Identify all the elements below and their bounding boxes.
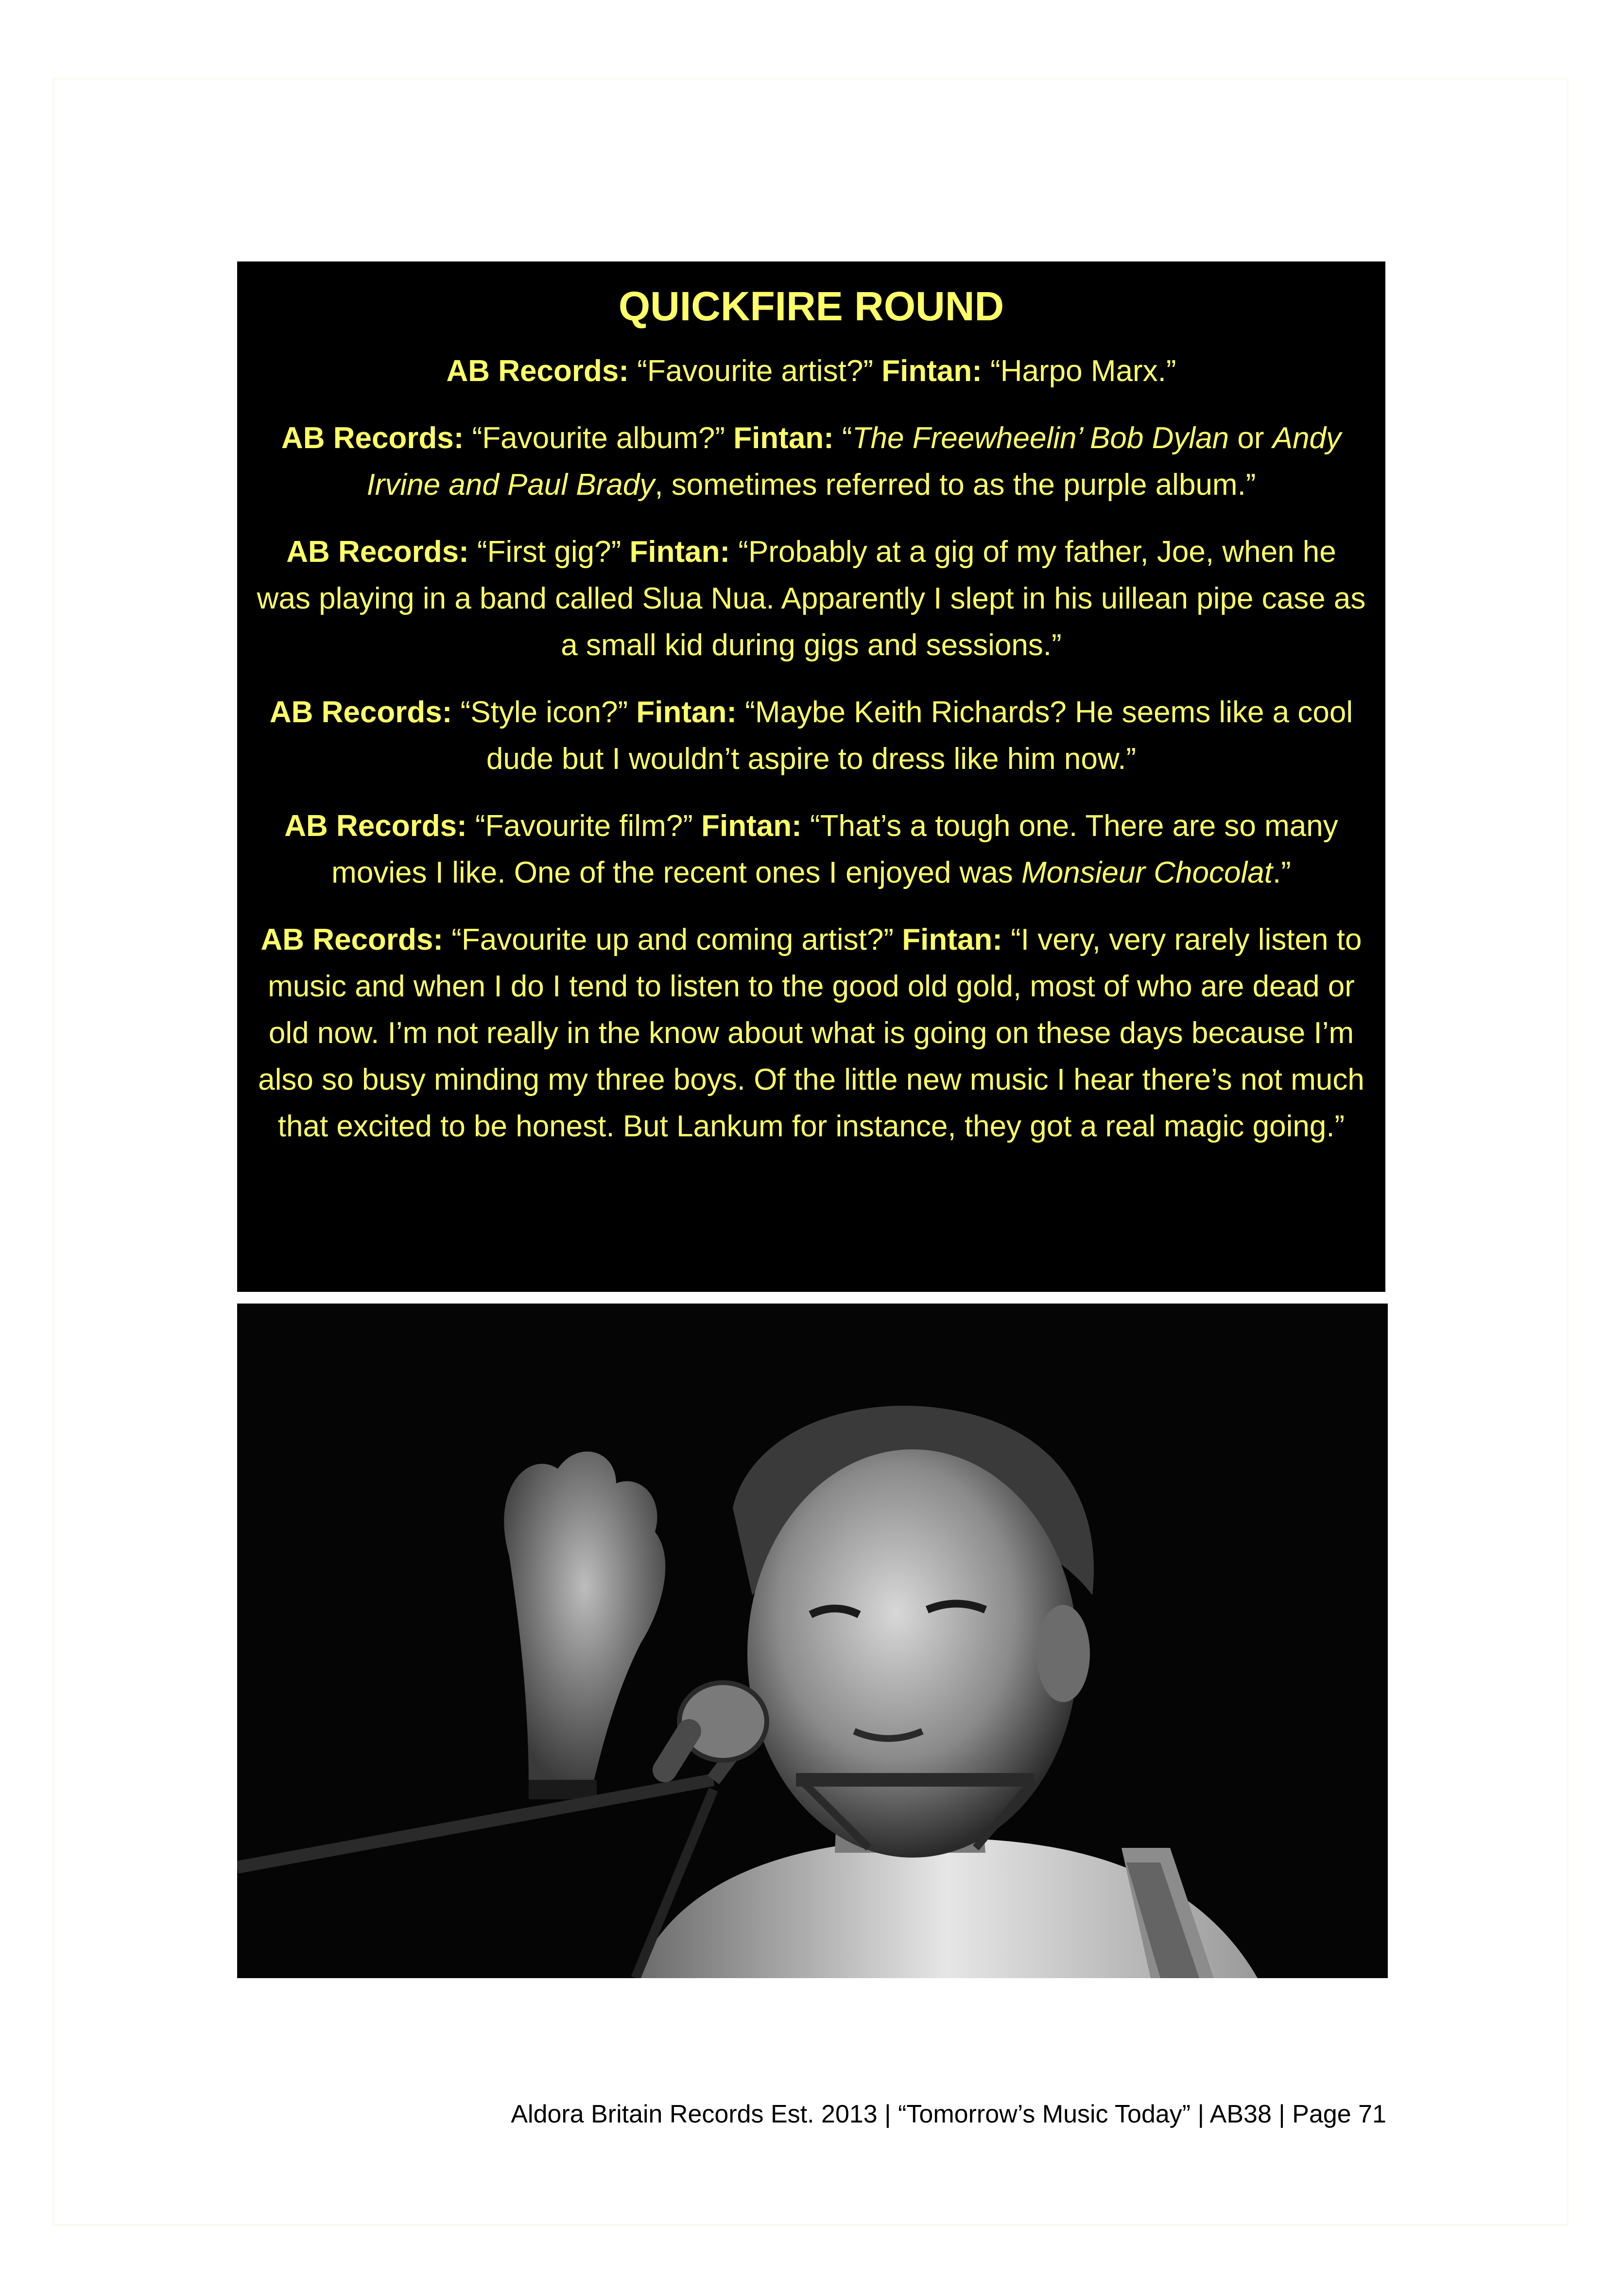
answer-text: “Harpo Marx.” <box>982 354 1176 388</box>
answer-label: Fintan: <box>733 421 834 455</box>
answer-text: .” <box>1272 856 1291 889</box>
qa-entry-artist <box>257 348 1366 395</box>
question-text: “Favourite up and coming artist?” <box>443 923 902 957</box>
answer-text: “Maybe Keith Richards? He seems like a cool dude but I wouldn’t aspire to dress like him now.” <box>486 696 1353 776</box>
answer-text: “That’s a tough one. There are so many movies I like. One of the recent ones I enjoyed was <box>331 809 1338 889</box>
question-label: AB Records: <box>286 535 469 569</box>
answer-label: Fintan: <box>701 809 802 843</box>
question-text: “Favourite artist?” <box>629 354 882 388</box>
answer-text: “ <box>833 421 852 455</box>
answer-label: Fintan: <box>629 535 730 569</box>
question-label: AB Records: <box>260 923 444 957</box>
question-text: “Favourite film?” <box>466 809 702 843</box>
page-footer: Aldora Britain Records Est. 2013 | “Tomorrow’s Music Today” | AB38 | Page 71 <box>511 2100 1386 2128</box>
question-text: “First gig?” <box>468 535 630 569</box>
answer-text: or <box>1229 421 1273 455</box>
performer-photo <box>237 1304 1388 1978</box>
quickfire-panel <box>237 261 1385 1292</box>
question-text: “Favourite album?” <box>464 421 734 455</box>
qa-entry-film <box>257 803 1366 896</box>
question-label: AB Records: <box>281 421 464 455</box>
album-title: The Freewheelin’ Bob Dylan <box>852 421 1229 455</box>
question-label: AB Records: <box>446 354 629 388</box>
qa-entry-style-icon <box>257 689 1366 783</box>
answer-label: Fintan: <box>636 696 737 729</box>
qa-entry-up-and-coming <box>257 917 1366 1150</box>
question-label: AB Records: <box>284 809 467 843</box>
answer-label: Fintan: <box>902 923 1002 957</box>
performer-photo-illustration <box>237 1304 1388 1978</box>
qa-entry-first-gig <box>257 529 1366 669</box>
answer-text: , sometimes referred to as the purple album.” <box>655 468 1256 502</box>
qa-entry-album <box>257 415 1366 508</box>
question-label: AB Records: <box>269 696 452 729</box>
album-title: Andy Irvine and Paul Brady <box>366 421 1342 502</box>
quickfire-title: QUICKFIRE ROUND <box>618 283 1004 329</box>
answer-label: Fintan: <box>881 354 982 388</box>
answer-text: “I very, very rarely listen to music and when I do I tend to listen to the good old gold, most of who are dead or old now. I’m not really in the know about what is going on these days because I’m also so busy minding my three boys. Of the little new music I hear there’s not much that excited to be honest. But Lankum for instance, they got a real magic going.” <box>258 923 1364 1143</box>
film-title: Monsieur Chocolat <box>1021 856 1273 889</box>
answer-text: “Probably at a gig of my father, Joe, when he was playing in a band called Slua Nua. Apparently I slept in his uillean pipe case as a small kid during gigs and sessions.” <box>257 535 1366 662</box>
question-text: “Style icon?” <box>452 696 637 729</box>
